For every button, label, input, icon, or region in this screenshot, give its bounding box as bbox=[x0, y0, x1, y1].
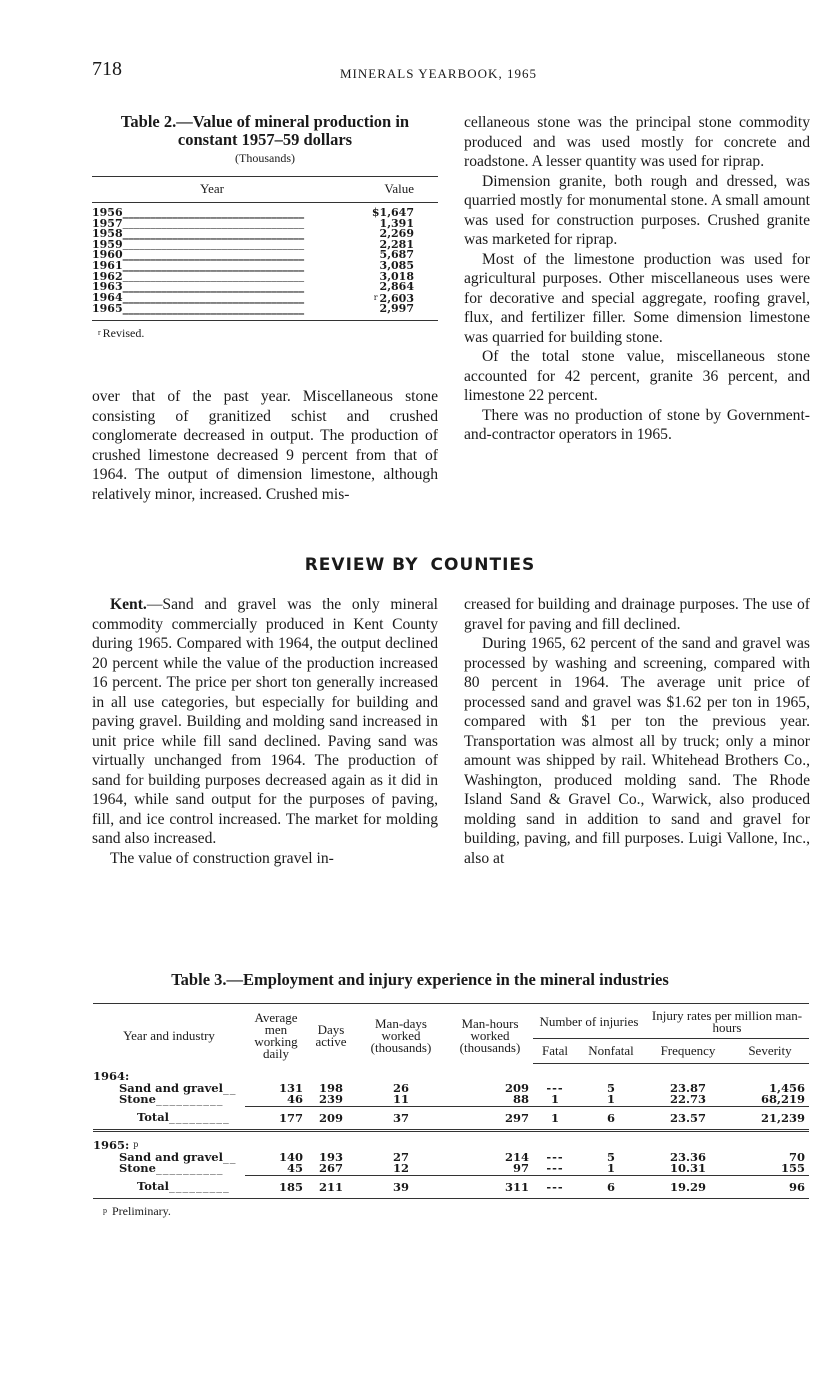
section-heading: REVIEW BY COUNTIES bbox=[304, 555, 536, 575]
paragraph: During 1965, 62 percent of the sand and gravel was processed by washing and screening, compared with 80 percent in 1964. The average unit price of processed sand and gravel was $1.62 per ton in 1965, compared with $1 per ton the previous year. Transportation was almost all by truck; only a minor amount was shipped by rail. Whitehead Brothers Co., Washington, produced molding sand. The Rhode Island Sand & Gravel Co., Warwick, also produced molding sand in addition to sand and gravel for building, paving, and fill purposes. Luigi Vallone, Inc., also at bbox=[464, 635, 810, 867]
col-header-year: Year bbox=[92, 177, 332, 203]
body-column-left-bottom bbox=[92, 595, 438, 868]
table-3-grid bbox=[93, 1003, 809, 1199]
table-3-footnote: $^p$ Preliminary. bbox=[103, 1204, 171, 1218]
table-2-subtitle: (Thousands) bbox=[235, 151, 295, 165]
table-row: 1961_________________________________ 3,085 bbox=[92, 258, 414, 272]
body-column-right-bottom bbox=[464, 595, 810, 868]
paragraph: Most of the limestone production was used for agricultural purposes. Other miscellaneous uses were for decorative and special aggregate, roofing gravel, flux, and fertilizer filler. Some dimension limestone was quarried for building stone. bbox=[464, 250, 810, 346]
table-2-title: Table 2.—Value of mineral production in constant 1957–59 dollars bbox=[120, 112, 410, 149]
table-row: 1957_________________________________ 1,391 bbox=[92, 216, 414, 230]
paragraph: The value of construction gravel in- bbox=[110, 849, 334, 867]
paragraph: Dimension granite, both rough and dressed, was quarried mostly for monumental stone. A small amount was used for construction purposes. Crushed granite was marketed for riprap. bbox=[464, 172, 810, 248]
county-run-in-heading: Kent. bbox=[110, 596, 147, 613]
table-row: 1960_________________________________ 5,687 bbox=[92, 248, 414, 262]
col-header-year-industry: Year and industry bbox=[93, 1004, 245, 1064]
table-row: Stone__________ 45 267 12 97 --- 1 10.31 155 bbox=[119, 1161, 805, 1176]
table-row: 1962_________________________________ 3,018 bbox=[92, 269, 414, 283]
revised-mark: r bbox=[373, 292, 378, 302]
table-3 bbox=[93, 1003, 809, 1219]
table-3-title: Table 3.—Employment and injury experience in the mineral industries bbox=[171, 970, 669, 989]
col-group-injuries: Number of injuries bbox=[533, 1004, 645, 1039]
table-row: Stone__________ 46 239 11 88 1 1 22.73 68,219 bbox=[119, 1092, 805, 1107]
running-head: MINERALS YEARBOOK, 1965 bbox=[340, 66, 537, 81]
col-header-value: Value bbox=[332, 177, 438, 203]
col-header-days-active: Days active bbox=[307, 1004, 355, 1064]
paragraph: creased for building and drainage purposes. The use of gravel for paving and fill declined. bbox=[464, 596, 810, 633]
table-2-grid bbox=[92, 176, 438, 321]
table-row: 1958_________________________________ 2,269 bbox=[92, 227, 414, 241]
paragraph: cellaneous stone was the principal stone commodity produced and was used mostly for concrete and roadstone. A lesser quantity was used for riprap. bbox=[464, 114, 810, 170]
paragraph: Kent.—Sand and gravel was the only mineral commodity commercially produced in Kent County during 1965. Compared with 1964, the output declined 20 percent while the value of the production increased 16 percent. The price per short ton generally increased in all use categories, but especially for building and paving gravel. Building and molding sand increased in unit price while fill sand declined. Paving sand was virtually unchanged from 1964. The production of sand for building purposes decreased again as it did in 1964, while sand output for the purposes of paving, fill, and ice control increased. The market for molding sand also increased. bbox=[92, 596, 438, 847]
col-header-man-hours: Man-hours worked (thousands) bbox=[447, 1004, 533, 1064]
col-header-man-days: Man-days worked (thousands) bbox=[355, 1004, 447, 1064]
body-column-left-top bbox=[92, 387, 438, 504]
table-row: Sand and gravel__ 131 198 26 209 --- 5 23.87 1,456 bbox=[119, 1080, 805, 1095]
page-number: 718 bbox=[92, 58, 122, 80]
total-row: Total_________ 177 209 37 297 1 6 23.57 21,239 bbox=[93, 1106, 809, 1131]
total-row: Total_________ 185 211 39 311 --- 6 19.29 96 bbox=[93, 1175, 809, 1199]
preliminary-mark: p bbox=[133, 1140, 139, 1149]
paragraph: There was no production of stone by Government-and-contractor operators in 1965. bbox=[464, 406, 810, 443]
col-header-fatal: Fatal bbox=[533, 1039, 577, 1064]
col-header-avg-men: Average men working daily bbox=[245, 1004, 307, 1064]
table-2 bbox=[92, 113, 438, 341]
col-header-frequency: Frequency bbox=[645, 1039, 731, 1064]
col-header-nonfatal: Nonfatal bbox=[577, 1039, 645, 1064]
group-header-row: 1964: bbox=[93, 1069, 130, 1083]
table-row: 1963_________________________________ 2,864 bbox=[92, 280, 414, 294]
paragraph: Of the total stone value, miscellaneous stone accounted for 42 percent, granite 36 percent, and limestone 22 percent. bbox=[464, 348, 810, 404]
table-row: 1956_________________________________ $1,647 bbox=[92, 206, 414, 219]
table-row: 1959_________________________________ 2,281 bbox=[92, 237, 414, 251]
table-2-footnote: $^r$ Revised. bbox=[98, 325, 145, 340]
table-row: 1964_________________________________ $^r$ 2,603 bbox=[92, 291, 414, 305]
paragraph: over that of the past year. Miscellaneous stone consisting of granitized schist and crushed conglomerate decreased in output. The production of crushed limestone decreased 9 percent from that of 1964. The output of dimension limestone, although relatively minor, increased. Crushed mis- bbox=[92, 388, 438, 503]
table-row: Sand and gravel__ 140 193 27 214 --- 5 23.36 70 bbox=[119, 1149, 805, 1164]
col-header-severity: Severity bbox=[731, 1039, 809, 1064]
col-group-injury-rates: Injury rates per million man-hours bbox=[645, 1004, 809, 1039]
group-header-row: 1965: $^p$ bbox=[93, 1138, 139, 1152]
body-column-right-top bbox=[464, 113, 810, 445]
table-row: 1965_________________________________ 2,997 bbox=[92, 304, 438, 320]
